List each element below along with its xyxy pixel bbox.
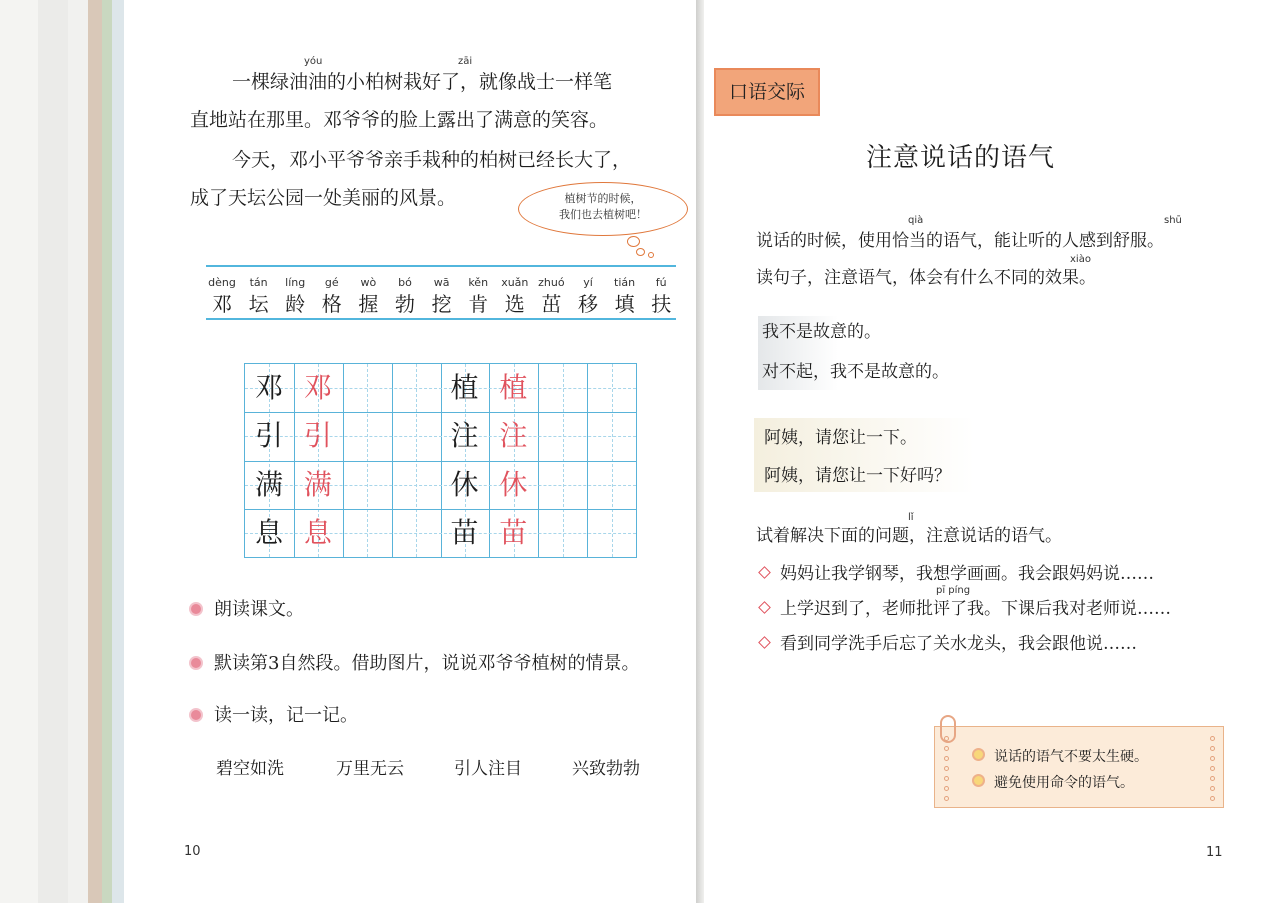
task-icon [189, 708, 203, 722]
note-hole [1210, 736, 1215, 741]
vocab-pinyin: kěn [468, 276, 489, 289]
pinyin-piping: pī píng [936, 585, 971, 596]
thought-bubble [518, 182, 688, 236]
book-gutter [696, 0, 704, 903]
vocab-pinyin: tán [249, 276, 268, 289]
paragraph2-line2: 成了天坛公园一处美丽的风景。 [190, 187, 457, 209]
paragraph1-line2: 直地站在那里。邓爷爷的脸上露出了满意的笑容。 [190, 109, 609, 131]
phrase: 引人注目 [454, 759, 522, 779]
vocab-pinyin: yí [583, 276, 593, 289]
note-hole [944, 786, 949, 791]
vocab-top-rule [206, 265, 676, 267]
thought-bubble-dot [636, 248, 645, 256]
book-edge [38, 0, 68, 903]
section-badge: 口语交际 [714, 68, 820, 116]
example2-line1: 阿姨，请您让一下。 [764, 428, 917, 448]
grid-character: 邓 [254, 371, 283, 404]
vocab-pinyin: fú [655, 276, 667, 289]
vocab-pinyin: zhuó [538, 276, 565, 289]
vocab-character: 移 [578, 292, 598, 316]
intro-line1: 说话的时候，使用恰当的语气，能让听的人感到舒服。 [756, 231, 1164, 251]
vocab-pinyin: tián [614, 276, 636, 289]
thought-line1: 植树节的时候， [564, 192, 642, 205]
grid-character: 植 [450, 371, 479, 404]
grid-character: 注 [450, 419, 479, 453]
grid-character-red: 邓 [303, 371, 332, 404]
pinyin-zai: zāi [458, 56, 473, 67]
note-hole [1210, 786, 1215, 791]
book-edge [102, 0, 112, 903]
grid-character-red: 植 [499, 371, 528, 404]
example1-line2: 对不起，我不是故意的。 [762, 362, 949, 382]
book-edge [88, 0, 102, 903]
tips-note [934, 726, 1224, 808]
task-1: 朗读课文。 [214, 599, 304, 620]
pinyin-xiao: xiào [1070, 254, 1091, 265]
note-hole [1210, 746, 1215, 751]
pinyin-li: lǐ [908, 512, 914, 523]
note-hole [944, 756, 949, 761]
thought-line2: 我们也去植树吧！ [559, 208, 647, 221]
scenario-3: 看到同学洗手后忘了关水龙头，我会跟他说…… [780, 634, 1137, 654]
note-hole [944, 776, 949, 781]
tip-1: 说话的语气不要太生硬。 [994, 749, 1148, 765]
vocab-pinyin: dèng [208, 276, 236, 289]
paragraph2-line1: 今天，邓小平爷爷亲手栽种的柏树已经长大了， [232, 149, 632, 171]
grid-character-red: 注 [499, 419, 528, 453]
vocab-pinyin: wò [360, 276, 377, 289]
vocab-character: 茁 [541, 292, 562, 316]
task-icon [189, 602, 203, 616]
vocab-character: 邓 [212, 292, 232, 316]
grid-character: 引 [254, 419, 283, 453]
book-edge [0, 0, 38, 903]
vocab-character: 填 [614, 292, 635, 316]
task-icon [189, 656, 203, 670]
vocab-bottom-rule [206, 318, 676, 320]
character-grid [244, 363, 637, 558]
grid-character-red: 休 [499, 467, 528, 501]
scenario-1: 妈妈让我学钢琴，我想学画画。我会跟妈妈说…… [780, 564, 1154, 584]
example2-line2: 阿姨，请您让一下好吗？ [764, 466, 951, 486]
note-hole [944, 736, 949, 741]
note-hole [1210, 776, 1215, 781]
example1-line1: 我不是故意的。 [762, 322, 881, 342]
vocab-pinyin: wā [433, 276, 450, 289]
grid-character-red: 引 [303, 419, 332, 453]
grid-character: 满 [254, 467, 283, 501]
vocab-character: 握 [358, 292, 379, 316]
vocab-pinyin: gé [324, 276, 339, 289]
vocab-character: 扶 [651, 292, 672, 316]
tip-2: 避免使用命令的语气。 [994, 775, 1134, 791]
grid-character-red: 苗 [499, 515, 528, 549]
vocab-character: 勃 [395, 292, 415, 316]
grid-character-red: 息 [303, 515, 332, 549]
pinyin-qia: qià [908, 215, 924, 226]
task-3: 读一读，记一记。 [214, 705, 358, 726]
page-title: 注意说话的语气 [866, 143, 1056, 173]
note-hole [944, 766, 949, 771]
grid-character-red: 满 [303, 467, 332, 501]
page-number-left: 10 [184, 844, 201, 859]
note-hole [1210, 796, 1215, 801]
vocab-character: 选 [504, 292, 525, 316]
vocab-pinyin: líng [285, 276, 306, 289]
vocab-character: 肯 [468, 292, 489, 316]
vocab-pinyin: bó [398, 276, 412, 289]
vocab-character: 龄 [285, 292, 306, 316]
thought-bubble-dot [627, 236, 640, 247]
scenario-2: 上学迟到了，老师批评了我。下课后我对老师说…… [780, 599, 1171, 619]
phrase: 碧空如洗 [216, 759, 284, 779]
pinyin-shu: shū [1164, 215, 1182, 226]
thought-bubble-dot [648, 252, 654, 258]
task-2: 默读第3自然段。借助图片，说说邓爷爷植树的情景。 [214, 653, 640, 674]
vocab-character: 格 [321, 292, 342, 316]
phrase: 万里无云 [336, 759, 404, 779]
phrase: 兴致勃勃 [572, 759, 640, 779]
vocab-pinyin: xuǎn [501, 276, 529, 289]
note-hole [944, 746, 949, 751]
book-edge [68, 0, 88, 903]
intro-line2: 读句子，注意语气，体会有什么不同的效果。 [756, 268, 1096, 288]
tip-bullet-icon [972, 774, 985, 787]
vocab-character: 坛 [248, 292, 269, 316]
grid-character: 苗 [450, 515, 479, 549]
note-hole [944, 796, 949, 801]
try-instruction: 试着解决下面的问题，注意说话的语气。 [756, 526, 1062, 546]
grid-character: 休 [450, 467, 479, 501]
note-hole [1210, 756, 1215, 761]
pinyin-you: yóu [304, 56, 323, 67]
book-edge [112, 0, 124, 903]
tip-bullet-icon [972, 748, 985, 761]
paragraph1-line1: 一棵绿油油的小柏树栽好了，就像战士一样笔 [232, 71, 613, 93]
note-hole [1210, 766, 1215, 771]
vocab-character: 挖 [431, 292, 452, 316]
grid-character: 息 [254, 515, 283, 549]
page-number-right: 11 [1206, 845, 1223, 860]
